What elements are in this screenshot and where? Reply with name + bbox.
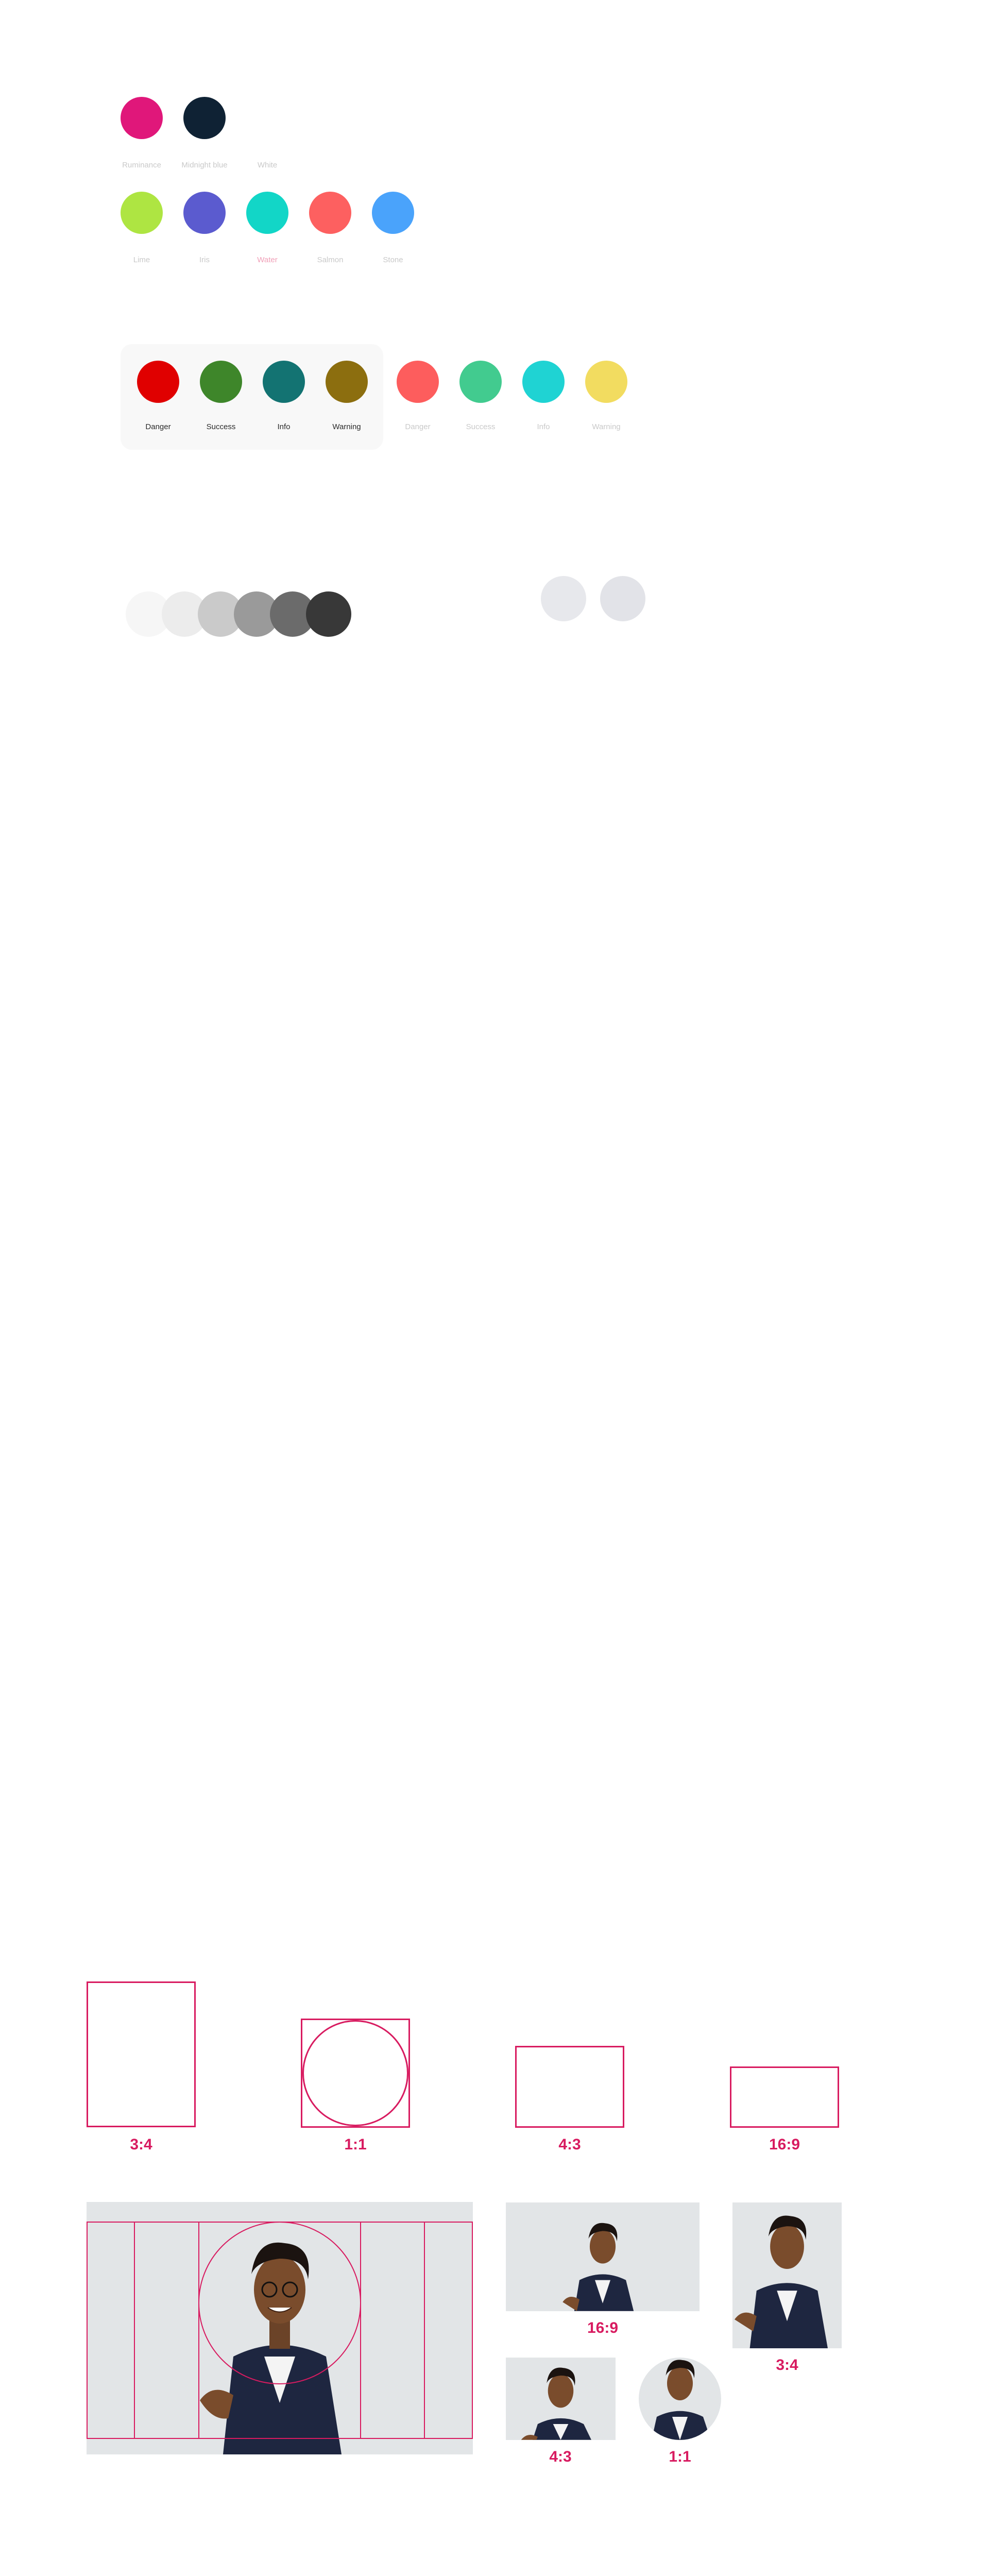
- crop-label: 3:4: [776, 2357, 798, 2374]
- hero-photo: [87, 2202, 473, 2454]
- swatch-danger-light: [397, 361, 439, 403]
- photo-crop-1-1: [639, 2358, 721, 2440]
- photo-crop-4-3: [506, 2358, 616, 2440]
- swatch-danger: [137, 361, 179, 403]
- swatch-info: [263, 361, 305, 403]
- swatch-warning-light: [585, 361, 627, 403]
- crop-guide-1-1: [198, 2222, 361, 2384]
- photo-crop-16-9: [506, 2202, 700, 2311]
- swatch-ruminance: [121, 97, 163, 139]
- person-illustration: [506, 2202, 700, 2311]
- ratio-label: 4:3: [558, 2136, 581, 2153]
- swatch-label: Water: [257, 256, 278, 264]
- swatch-iris: [183, 192, 226, 234]
- swatch-label: Warning: [592, 422, 621, 431]
- swatch-info-light: [522, 361, 565, 403]
- swatch-grey-extra-2: [600, 576, 645, 621]
- swatch-grey-extra-1: [541, 576, 586, 621]
- swatch-warning: [326, 361, 368, 403]
- swatch-label: Warning: [332, 422, 361, 431]
- swatch-label: Info: [537, 422, 550, 431]
- swatch-label: Midnight blue: [181, 161, 228, 170]
- swatch-white: [246, 97, 288, 139]
- swatch-label: White: [257, 161, 278, 170]
- swatch-label: Iris: [199, 256, 210, 264]
- swatch-label: Lime: [133, 256, 150, 264]
- crop-label: 16:9: [587, 2319, 619, 2336]
- swatch-lime: [121, 192, 163, 234]
- swatch-success-light: [459, 361, 502, 403]
- ratio-frame-16-9: [730, 2066, 839, 2128]
- swatch-water: [246, 192, 288, 234]
- swatch-label: Danger: [405, 422, 431, 431]
- ratio-frame-1-1: [301, 2019, 410, 2128]
- ratio-label: 1:1: [344, 2136, 367, 2153]
- swatch-label: Salmon: [317, 256, 344, 264]
- person-illustration: [639, 2358, 721, 2440]
- swatch-stone: [372, 192, 414, 234]
- swatch-success: [200, 361, 242, 403]
- swatch-label: Danger: [145, 422, 171, 431]
- swatch-grey-6: [306, 591, 351, 637]
- crop-label: 4:3: [549, 2448, 572, 2465]
- ratio-frame-3-4: [87, 1981, 196, 2127]
- swatch-label: Ruminance: [122, 161, 161, 170]
- ratio-frame-4-3: [515, 2046, 624, 2128]
- swatch-label: Stone: [383, 256, 403, 264]
- ratio-label: 16:9: [769, 2136, 800, 2153]
- person-illustration: [732, 2202, 842, 2348]
- swatch-label: Info: [277, 422, 291, 431]
- photo-crop-3-4: [732, 2202, 842, 2348]
- ratio-label: 3:4: [130, 2136, 152, 2153]
- swatch-label: Success: [206, 422, 236, 431]
- ratio-circle: [302, 2020, 408, 2126]
- swatch-salmon: [309, 192, 351, 234]
- swatch-label: Success: [466, 422, 496, 431]
- person-illustration: [506, 2358, 616, 2440]
- crop-label: 1:1: [669, 2448, 691, 2465]
- swatch-midnight-blue: [183, 97, 226, 139]
